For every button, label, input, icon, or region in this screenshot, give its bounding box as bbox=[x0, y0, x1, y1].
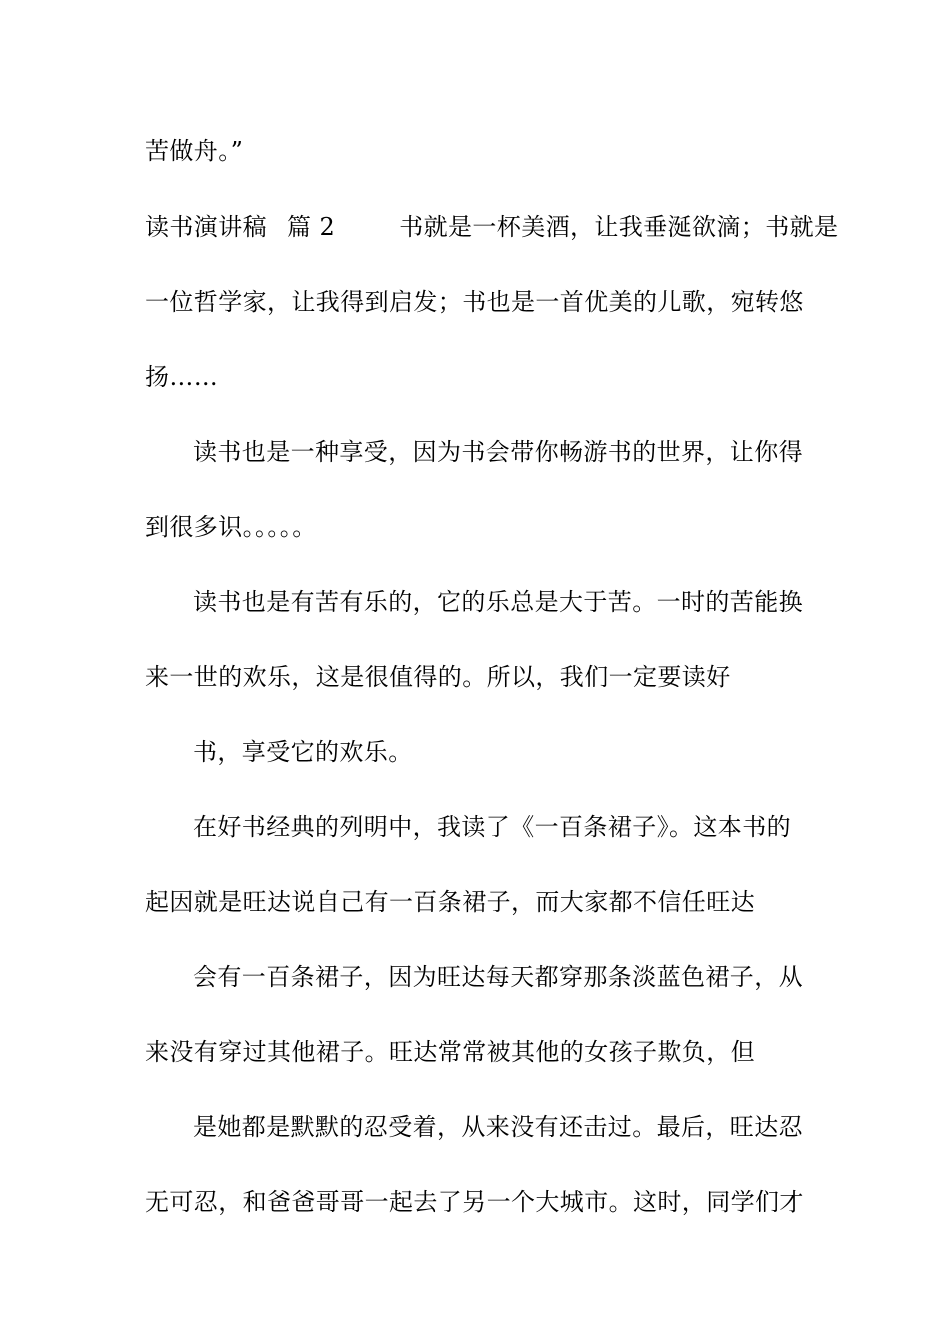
paragraph-line: 是她都是默默的忍受着，从来没有还击过。最后，旺达忍 bbox=[193, 1113, 803, 1141]
paragraph-line: 来一世的欢乐，这是很值得的。所以，我们一定要读好 bbox=[145, 663, 731, 691]
paragraph-line: 在好书经典的列明中，我读了《一百条裙子》。这本书的 bbox=[193, 813, 791, 841]
heading-line bbox=[145, 212, 839, 242]
section-label: 篇 2 bbox=[287, 213, 336, 241]
paragraph-line: 读书也是一种享受，因为书会带你畅游书的世界，让你得 bbox=[193, 438, 803, 466]
paragraph-line: 读书也是有苦有乐的，它的乐总是大于苦。一时的苦能换 bbox=[193, 588, 803, 616]
paragraph-line: 无可忍，和爸爸哥哥一起去了另一个大城市。这时，同学们才 bbox=[145, 1188, 804, 1216]
paragraph-line: 苦做舟。” bbox=[145, 137, 244, 165]
paragraph-line: 会有一百条裙子，因为旺达每天都穿那条淡蓝色裙子，从 bbox=[193, 963, 803, 991]
paragraph-line: 一位哲学家，让我得到启发；书也是一首优美的儿歌，宛转悠 bbox=[145, 288, 804, 316]
heading-text: 书就是一杯美酒，让我垂涎欲滴；书就是 bbox=[399, 213, 839, 241]
paragraph-line: 起因就是旺达说自己有一百条裙子，而大家都不信任旺达 bbox=[145, 888, 755, 916]
paragraph-line: 书，享受它的欢乐。 bbox=[193, 738, 413, 766]
document-title: 读书演讲稿 bbox=[145, 213, 267, 241]
paragraph-line: 到很多识。。。。。 bbox=[145, 513, 317, 541]
paragraph-line: 扬…… bbox=[145, 363, 219, 391]
paragraph-line: 来没有穿过其他裙子。旺达常常被其他的女孩子欺负，但 bbox=[145, 1038, 755, 1066]
